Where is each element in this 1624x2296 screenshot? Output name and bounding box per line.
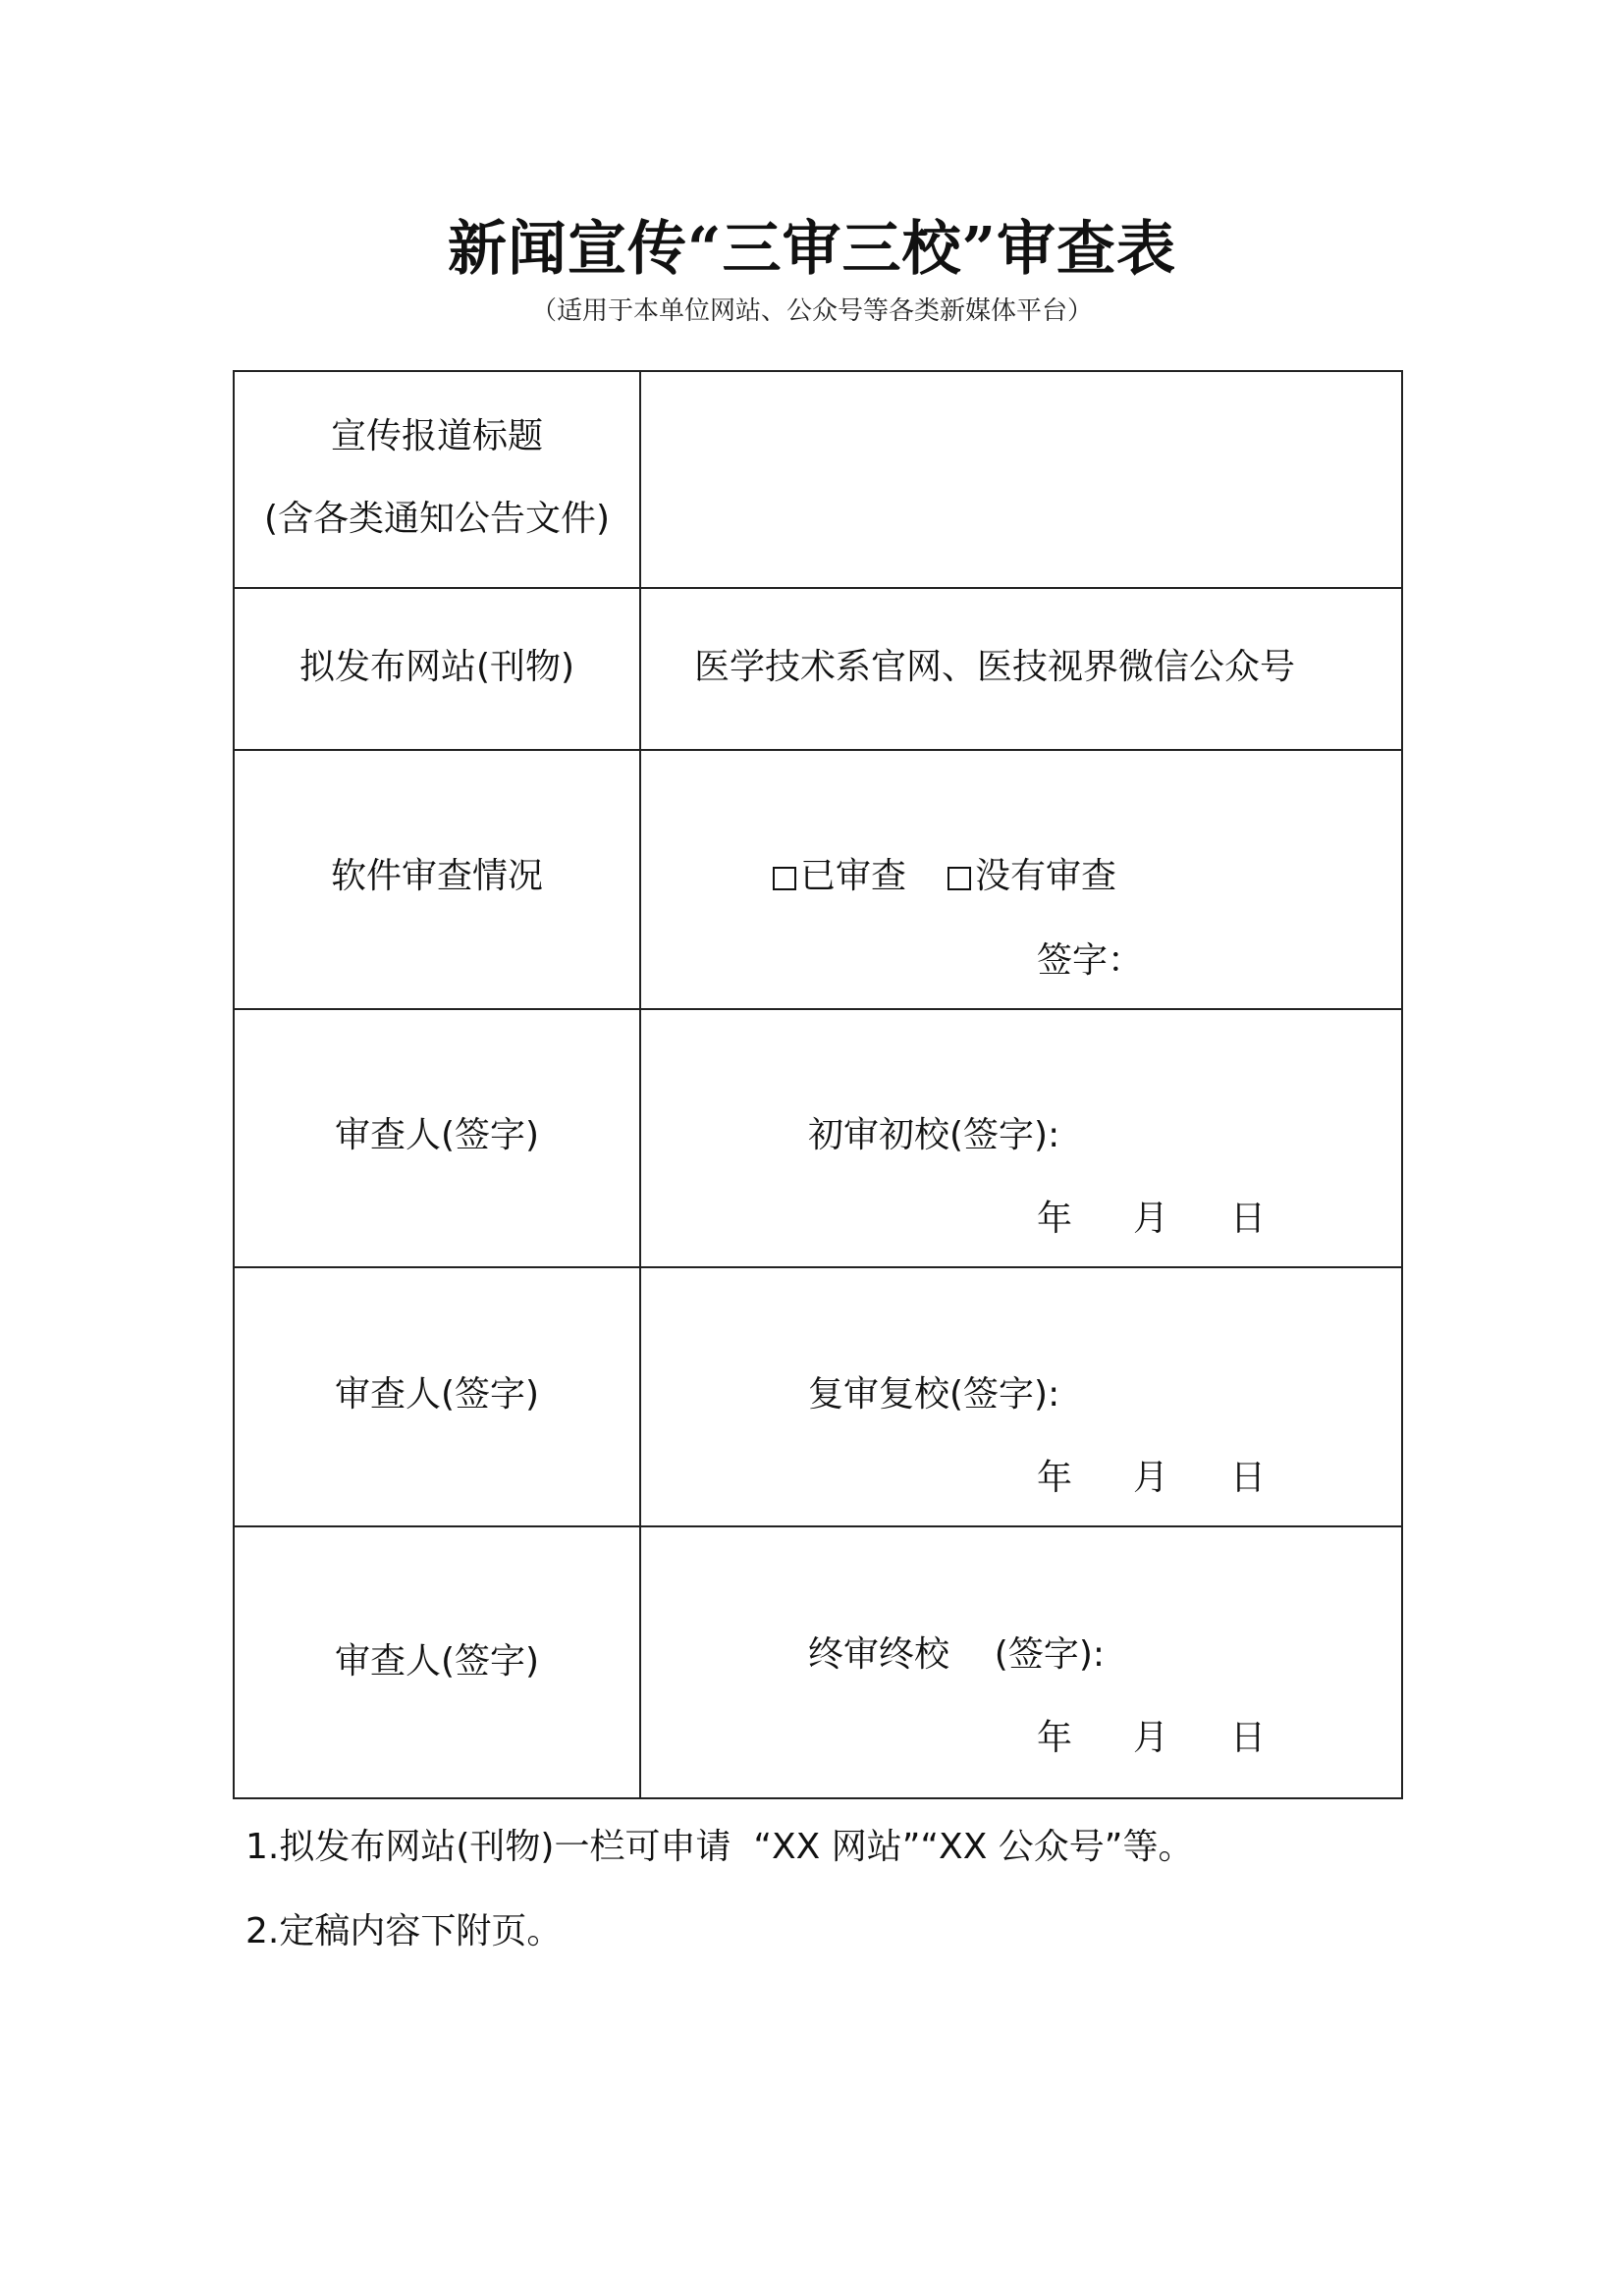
reviewer-label-2: 审查人(签字) (334, 1374, 540, 1415)
page-title: 新闻宣传“三审三校”审查表 (447, 215, 1177, 284)
final-review-sign-field[interactable]: 终审终校 (签字): (808, 1634, 1105, 1675)
checkbox-not-reviewed[interactable] (947, 867, 971, 890)
publish-site-label: 拟发布网站(刊物) (298, 647, 575, 687)
row-divider (235, 587, 1401, 589)
row-divider (235, 1266, 1401, 1268)
page-subtitle: （适用于本单位网站、公众号等各类新媒体平台） (530, 296, 1093, 326)
row-divider (235, 1008, 1401, 1010)
final-review-month: 月 (1133, 1718, 1169, 1758)
second-review-sign-field[interactable]: 复审复校(签字): (808, 1374, 1060, 1415)
reviewed-option[interactable] (773, 855, 906, 898)
report-title-sublabel: (含各类通知公告文件) (263, 499, 611, 539)
software-review-label: 软件审查情况 (330, 856, 543, 896)
reviewer-label-1: 审查人(签字) (334, 1115, 540, 1155)
reviewer-label-3: 审查人(签字) (334, 1641, 540, 1682)
checkbox-reviewed[interactable] (773, 867, 796, 890)
first-review-sign-field[interactable]: 初审初校(签字): (808, 1115, 1060, 1155)
review-form-table (233, 370, 1403, 1799)
final-review-year: 年 (1037, 1718, 1073, 1758)
footnote-1: 1.拟发布网站(刊物)一栏可申请 “XX 网站”“XX 公众号”等。 (245, 1827, 1194, 1867)
final-review-day: 日 (1230, 1718, 1267, 1758)
not-reviewed-option[interactable] (947, 855, 1116, 898)
second-review-day: 日 (1230, 1458, 1267, 1498)
not-reviewed-option-label: 没有审查 (975, 856, 1117, 896)
report-title-label: 宣传报道标题 (330, 416, 543, 456)
first-review-month: 月 (1133, 1199, 1169, 1239)
reviewed-option-label: 已审查 (800, 856, 907, 896)
second-review-year: 年 (1037, 1458, 1073, 1498)
second-review-month: 月 (1133, 1458, 1169, 1498)
publish-site-value[interactable]: 医学技术系官网、医技视界微信公众号 (694, 647, 1296, 687)
first-review-day: 日 (1230, 1199, 1267, 1239)
software-sign-field[interactable]: 签字： (1037, 940, 1144, 981)
column-divider (639, 372, 641, 1797)
row-divider (235, 1525, 1401, 1527)
footnote-2: 2.定稿内容下附页。 (245, 1911, 563, 1951)
row-divider (235, 749, 1401, 751)
first-review-year: 年 (1037, 1199, 1073, 1239)
